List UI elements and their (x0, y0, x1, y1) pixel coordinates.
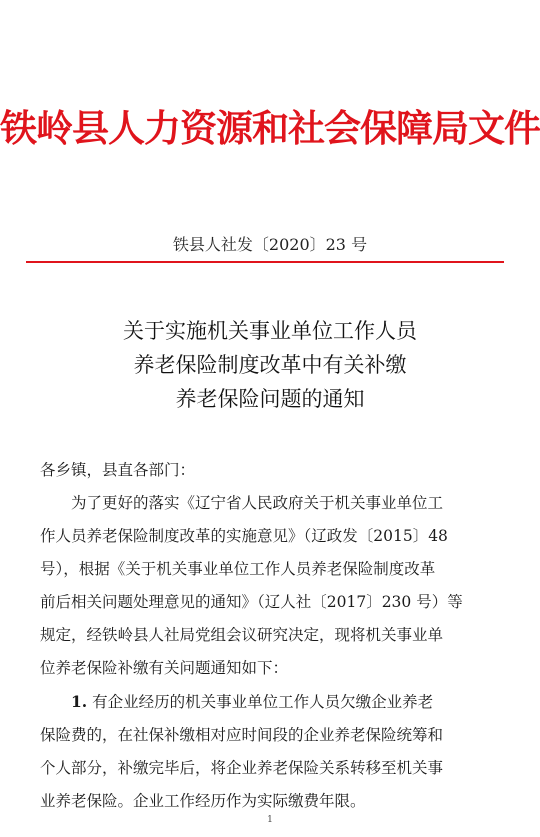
paragraph-line: 号），根据《关于机关事业单位工作人员养老保险制度改革 (40, 560, 436, 578)
paragraph-item-1 (40, 685, 500, 818)
paragraph-line: 个人部分，补缴完毕后，将企业养老保险关系转移至机关事 (40, 759, 444, 777)
paragraph-line (40, 685, 500, 719)
item-text: 有企业经历的机关事业单位工作人员欠缴企业养老 (92, 693, 434, 711)
paragraph-line: 位养老保险补缴有关问题通知如下： (40, 659, 289, 677)
title-line: 养老保险制度改革中有关补缴 (133, 353, 407, 377)
paragraph-line: 为了更好的落实《辽宁省人民政府关于机关事业单位工 (71, 494, 444, 512)
salutation-text: 各乡镇，县直各部门： (40, 461, 196, 479)
document-number: 铁县人社发〔2020〕23 号 (172, 235, 368, 254)
title-line: 关于实施机关事业单位工作人员 (123, 319, 417, 343)
red-divider-line (26, 261, 504, 263)
document-title (0, 314, 540, 416)
paragraph-line: 保险费的，在社保补缴相对应时间段的企业养老保险统筹和 (40, 726, 444, 744)
paragraph-line: 前后相关问题处理意见的通知》（辽人社〔2017〕230 号）等 (40, 593, 463, 611)
title-line: 养老保险问题的通知 (175, 387, 365, 411)
paragraph-line: 业养老保险。企业工作经历作为实际缴费年限。 (40, 792, 366, 810)
paragraph-intro (40, 487, 500, 685)
paragraph-line: 规定，经铁岭县人社局党组会议研究决定，现将机关事业单 (40, 626, 444, 644)
salutation (40, 454, 500, 487)
document-masthead: 铁岭县人力资源和社会保障局文件 (0, 106, 540, 150)
page-number: 1 (267, 815, 273, 825)
item-number: 1. (71, 692, 88, 711)
paragraph-line: 作人员养老保险制度改革的实施意见》（辽政发〔2015〕48 (40, 527, 448, 545)
